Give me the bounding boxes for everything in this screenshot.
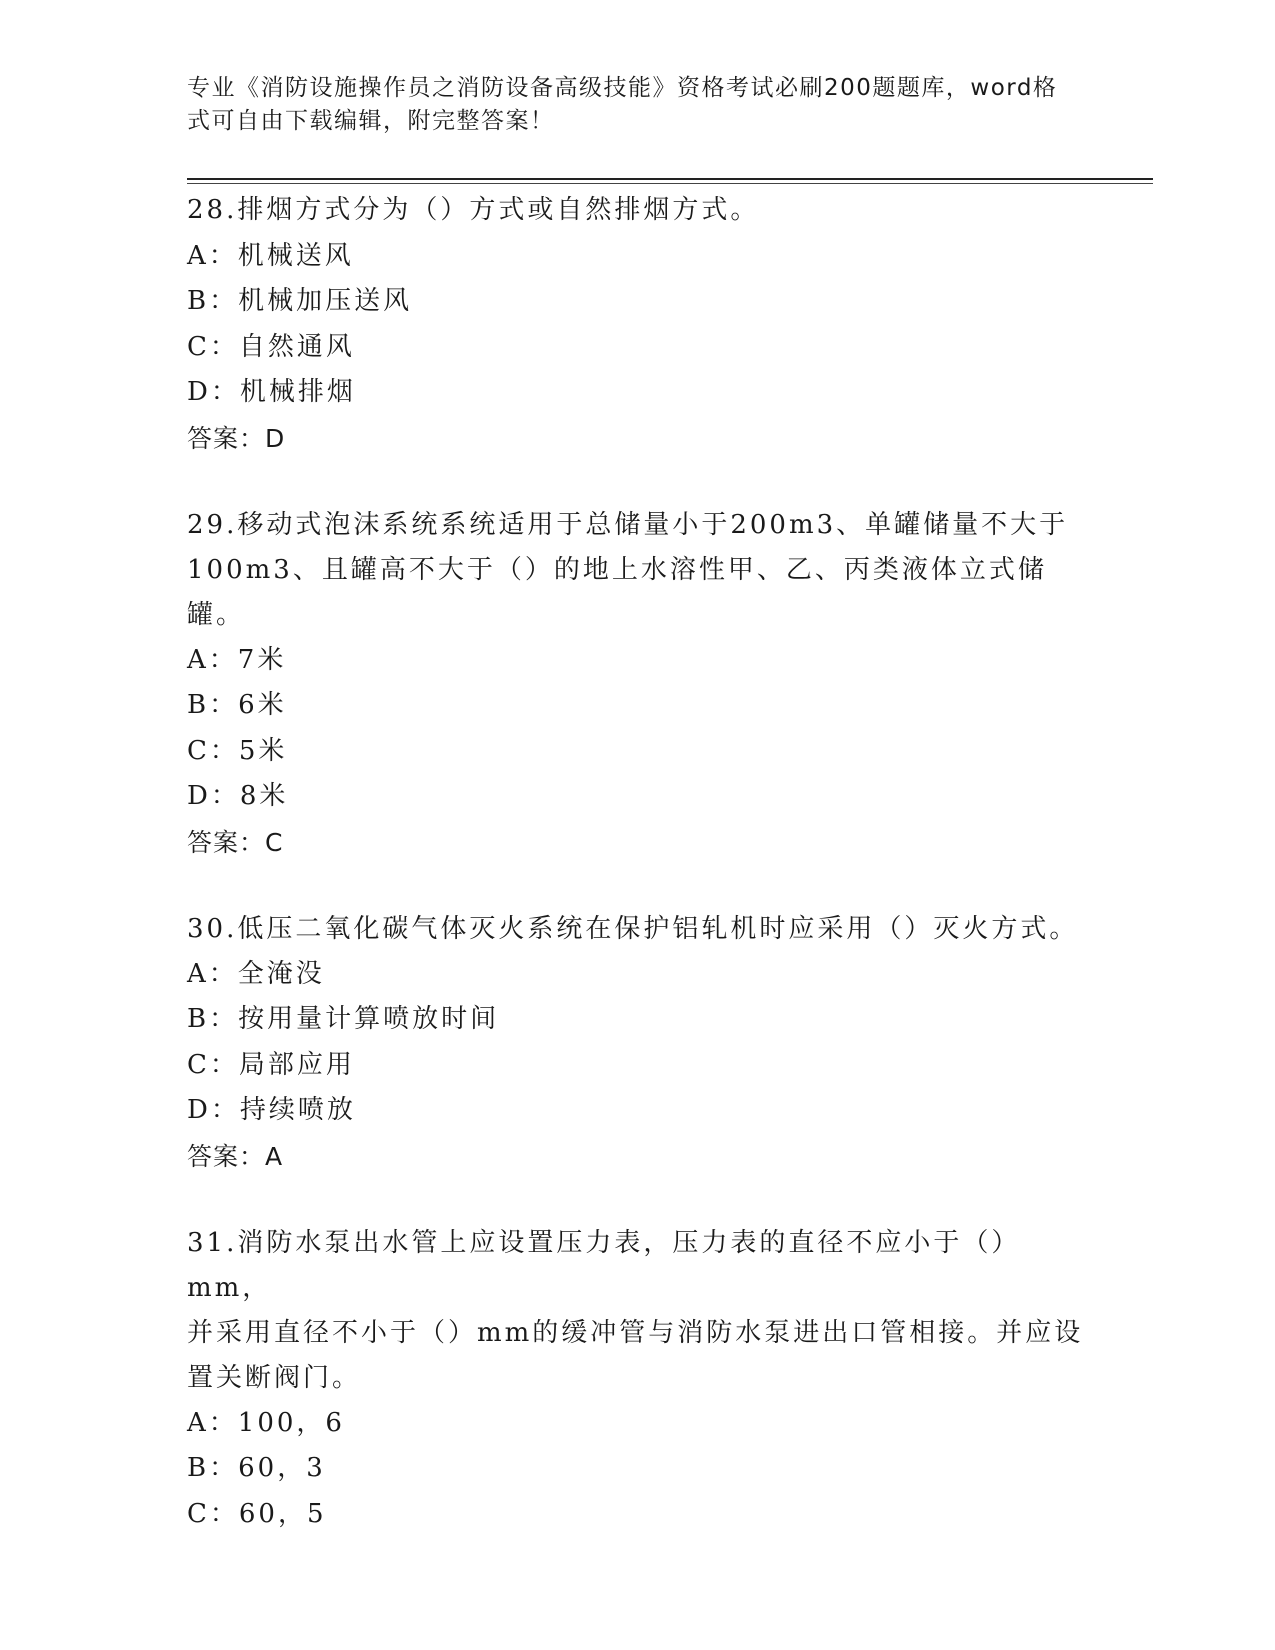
option-c: C：局部应用 <box>187 1049 355 1080</box>
option-a: A：7米 <box>187 644 287 675</box>
option-a: A：机械送风 <box>187 240 354 271</box>
answer-text: 答案：A <box>187 1141 284 1171</box>
header-divider-thin <box>187 183 1153 184</box>
header-line-1: 专业《消防设施操作员之消防设备高级技能》资格考试必刷200题题库，word格 <box>187 75 1058 101</box>
answer-text: 答案：C <box>187 827 284 857</box>
question-stem-line-3: 置关断阀门。 <box>187 1362 362 1393</box>
header-divider-thick <box>187 178 1153 180</box>
question-stem-line-2: 并采用直径不小于（）mm的缓冲管与消防水泵进出口管相接。并应设 <box>187 1317 1084 1348</box>
question-stem: 30.低压二氧化碳气体灭火系统在保护铝轧机时应采用（）灭火方式。 <box>187 913 1079 944</box>
document-header <box>187 72 1067 138</box>
option-b: B：6米 <box>187 690 287 721</box>
question-28 <box>187 188 1087 462</box>
option-b: B：按用量计算喷放时间 <box>187 1004 500 1035</box>
option-c: C：5米 <box>187 735 288 766</box>
option-c: C：60，5 <box>187 1498 327 1529</box>
option-b: B：60，3 <box>187 1453 326 1484</box>
question-31 <box>187 1221 1087 1538</box>
option-a: A：全淹没 <box>187 958 325 989</box>
option-c: C：自然通风 <box>187 331 355 362</box>
question-stem-line-1: 31.消防水泵出水管上应设置压力表，压力表的直径不应小于（）mm， <box>187 1227 1021 1303</box>
option-d: D：8米 <box>187 781 289 812</box>
question-30 <box>187 907 1087 1180</box>
option-a: A：100，6 <box>187 1407 345 1438</box>
question-list <box>187 188 1087 1577</box>
option-d: D：机械排烟 <box>187 377 356 408</box>
question-stem-line-2: 100m3、且罐高不大于（）的地上水溶性甲、乙、丙类液体立式储罐。 <box>187 554 1047 630</box>
question-stem: 28.排烟方式分为（）方式或自然排烟方式。 <box>187 195 760 225</box>
header-line-2: 式可自由下载编辑，附完整答案！ <box>187 108 555 134</box>
answer-text: 答案：D <box>187 423 286 453</box>
question-29 <box>187 503 1087 866</box>
option-d: D：持续喷放 <box>187 1095 356 1126</box>
option-b: B：机械加压送风 <box>187 286 413 317</box>
question-stem-line-1: 29.移动式泡沫系统系统适用于总储量小于200m3、单罐储量不大于 <box>187 509 1069 540</box>
